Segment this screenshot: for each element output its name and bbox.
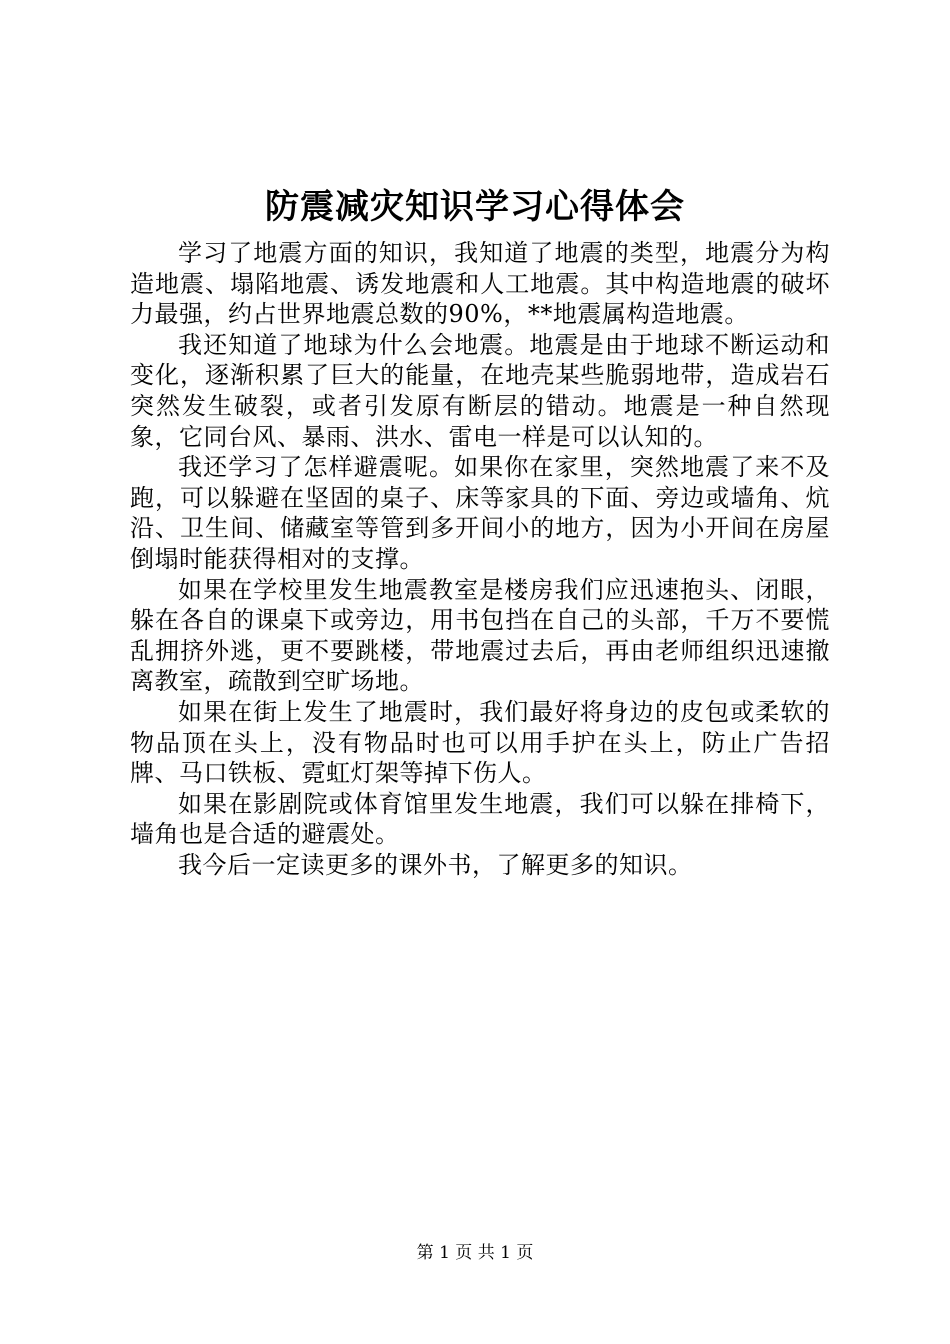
paragraph-4: 如果在学校里发生地震教室是楼房我们应迅速抱头、闭眼，躲在各自的课桌下或旁边，用书包挡在自己的头部，千万不要慌乱拥挤外逃，更不要跳楼，带地震过去后，再由老师组织迅速撤离教室，疏散到空旷场地。 [130,575,830,696]
paragraph-6: 如果在影剧院或体育馆里发生地震，我们可以躲在排椅下，墙角也是合适的避震处。 [130,789,830,849]
paragraph-7: 我今后一定读更多的课外书，了解更多的知识。 [178,850,693,879]
paragraph-5: 如果在街上发生了地震时，我们最好将身边的皮包或柔软的物品顶在头上，没有物品时也可以用手护在头上，防止广告招牌、马口铁板、霓虹灯架等掉下伤人。 [130,697,830,788]
paragraph-2: 我还知道了地球为什么会地震。地震是由于地球不断运动和变化，逐渐积累了巨大的能量，在地壳某些脆弱地带，造成岩石突然发生破裂，或者引发原有断层的错动。地震是一种自然现象，它同台风、暴雨、洪水、雷电一样是可以认知的。 [130,330,830,451]
document-title: 防震减灾知识学习心得体会 [265,187,685,227]
paragraph-1: 学习了地震方面的知识，我知道了地震的类型，地震分为构造地震、塌陷地震、诱发地震和人工地震。其中构造地震的破坏力最强，约占世界地震总数的90%，**地震属构造地震。 [130,239,830,329]
paragraph-3: 我还学习了怎样避震呢。如果你在家里，突然地震了来不及跑，可以躲避在坚固的桌子、床等家具的下面、旁边或墙角、炕沿、卫生间、储藏室等管到多开间小的地方，因为小开间在房屋倒塌时能获得相对的支撑。 [130,453,830,573]
page-footer: 第 1 页 共 1 页 [416,1243,534,1263]
document-body [130,238,830,880]
